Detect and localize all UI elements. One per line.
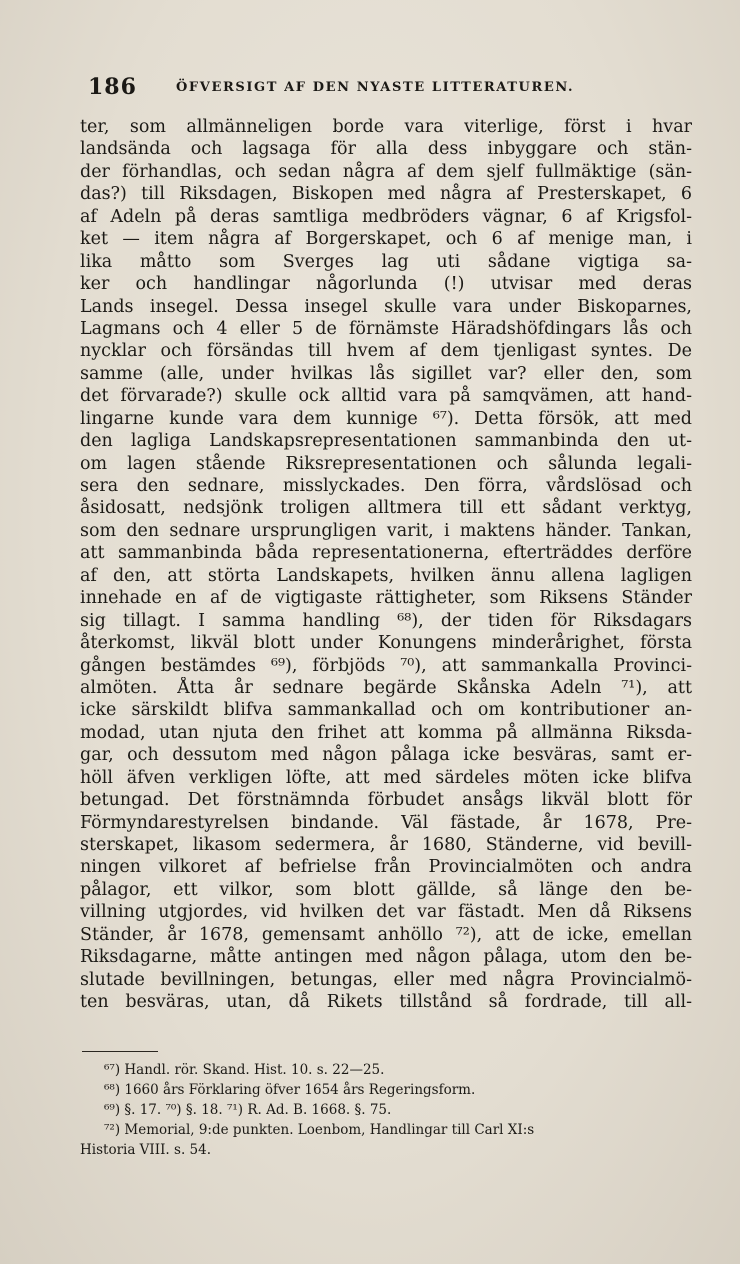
footnote-divider xyxy=(82,1051,158,1052)
footnotes xyxy=(80,1060,692,1160)
text-line: betungad. Det förstnämnda förbudet ansågs likväl blott för xyxy=(80,790,692,811)
text-line: Ständer, år 1678, gemensamt anhöllo ⁷²), att de icke, emellan xyxy=(80,924,692,945)
text-line: lika måtto som Sverges lag uti sådane vigtiga sa- xyxy=(80,251,692,272)
footnote-line: ⁶⁹) §. 17. ⁷⁰) §. 18. ⁷¹) R. Ad. B. 1668. §. 75. xyxy=(104,1102,392,1118)
text-line: gar, och dessutom med någon pålaga icke besväras, samt er- xyxy=(80,745,692,766)
page-number: 186 xyxy=(88,74,137,100)
text-line: samme (alle, under hvilkas lås sigillet var? eller den, som xyxy=(80,363,692,384)
text-line: ten besväras, utan, då Rikets tillstånd så fordrade, till all- xyxy=(80,992,692,1013)
page-header xyxy=(88,74,688,98)
text-line: lingarne kunde vara dem kunnige ⁶⁷). Detta försök, att med xyxy=(80,408,692,429)
text-line: ker och handlingar någorlunda (!) utvisar med deras xyxy=(80,274,692,295)
text-line: pålagor, ett vilkor, som blott gällde, så länge den be- xyxy=(80,879,692,900)
text-line: Lands insegel. Dessa insegel skulle vara under Biskoparnes, xyxy=(80,296,692,317)
text-line: slutade bevillningen, betungas, eller med några Provincialmö- xyxy=(80,969,692,990)
text-line: icke särskildt blifva sammankallad och om kontributioner an- xyxy=(80,700,692,721)
text-line: das?) till Riksdagen, Biskopen med några af Presterskapet, 6 xyxy=(80,184,692,205)
text-line: modad, utan njuta den frihet att komma på allmänna Riksda- xyxy=(80,722,692,743)
text-line: sterskapet, likasom sedermera, år 1680, Ständerne, vid bevill- xyxy=(80,835,692,855)
body-text xyxy=(80,116,692,1014)
text-line: Lagmans och 4 eller 5 de förnämste Häradshöfdingars lås och xyxy=(80,318,692,339)
text-line: ningen vilkoret af befrielse från Provincialmöten och andra xyxy=(80,857,692,878)
text-line: Riksdagarne, måtte antingen med någon pålaga, utom den be- xyxy=(80,947,692,968)
text-line: det förvarade?) skulle ock alltid vara på samqvämen, att hand- xyxy=(80,386,692,407)
text-line: åsidosatt, nedsjönk troligen alltmera till ett sådant verktyg, xyxy=(80,498,692,519)
text-line: landsända och lagsaga för alla dess inbyggare och stän- xyxy=(80,139,692,160)
footnote-line: ⁶⁸) 1660 års Förklaring öfver 1654 års Regeringsform. xyxy=(104,1082,476,1098)
text-line: af den, att störta Landskapets, hvilken ännu allena lagligen xyxy=(80,565,692,586)
text-line: ket — item några af Borgerskapet, och 6 af menige man, i xyxy=(80,229,692,250)
text-line: der förhandlas, och sedan några af dem sjelf fullmäktige (sän- xyxy=(80,161,692,182)
footnote-line: ⁶⁷) Handl. rör. Skand. Hist. 10. s. 22—25. xyxy=(104,1062,385,1078)
running-title: ÖFVERSIGT AF DEN NYASTE LITTERATUREN. xyxy=(176,80,575,95)
text-line: villning utgjordes, vid hvilken det var fästadt. Men då Riksens xyxy=(80,902,692,923)
footnote-line: ⁷²) Memorial, 9:de punkten. Loenbom, Handlingar till Carl XI:s xyxy=(104,1122,535,1138)
text-line: om lagen stående Riksrepresentationen och sålunda legali- xyxy=(80,453,692,474)
text-line: sig tillagt. I samma handling ⁶⁸), der tiden för Riksdagars xyxy=(80,610,692,631)
text-line: nycklar och försändas till hvem af dem tjenligast syntes. De xyxy=(80,341,692,362)
text-line: ter, som allmänneligen borde vara viterlige, först i hvar xyxy=(80,117,692,137)
text-line: sera den sednare, misslyckades. Den förra, vårdslösad och xyxy=(80,476,692,496)
text-line: Förmyndarestyrelsen bindande. Väl fästade, år 1678, Pre- xyxy=(80,812,692,833)
text-line: innehade en af de vigtigaste rättigheter, som Riksens Ständer xyxy=(80,588,692,609)
text-line: höll äfven verkligen löfte, att med särdeles möten icke blifva xyxy=(80,767,692,788)
text-line: af Adeln på deras samtliga medbröders vägnar, 6 af Krigsfol- xyxy=(80,206,692,227)
text-line: almöten. Åtta år sednare begärde Skånska Adeln ⁷¹), att xyxy=(80,677,692,698)
text-line: gången bestämdes ⁶⁹), förbjöds ⁷⁰), att sammankalla Provinci- xyxy=(80,655,692,676)
text-line: återkomst, likväl blott under Konungens minderårighet, första xyxy=(80,633,692,654)
text-line: att sammanbinda båda representationerna, efterträddes derföre xyxy=(80,543,692,564)
footnote-line: Historia VIII. s. 54. xyxy=(80,1142,211,1158)
text-line: den lagliga Landskapsrepresentationen sammanbinda den ut- xyxy=(80,431,692,452)
text-line: som den sednare ursprungligen varit, i maktens händer. Tankan, xyxy=(80,520,692,541)
